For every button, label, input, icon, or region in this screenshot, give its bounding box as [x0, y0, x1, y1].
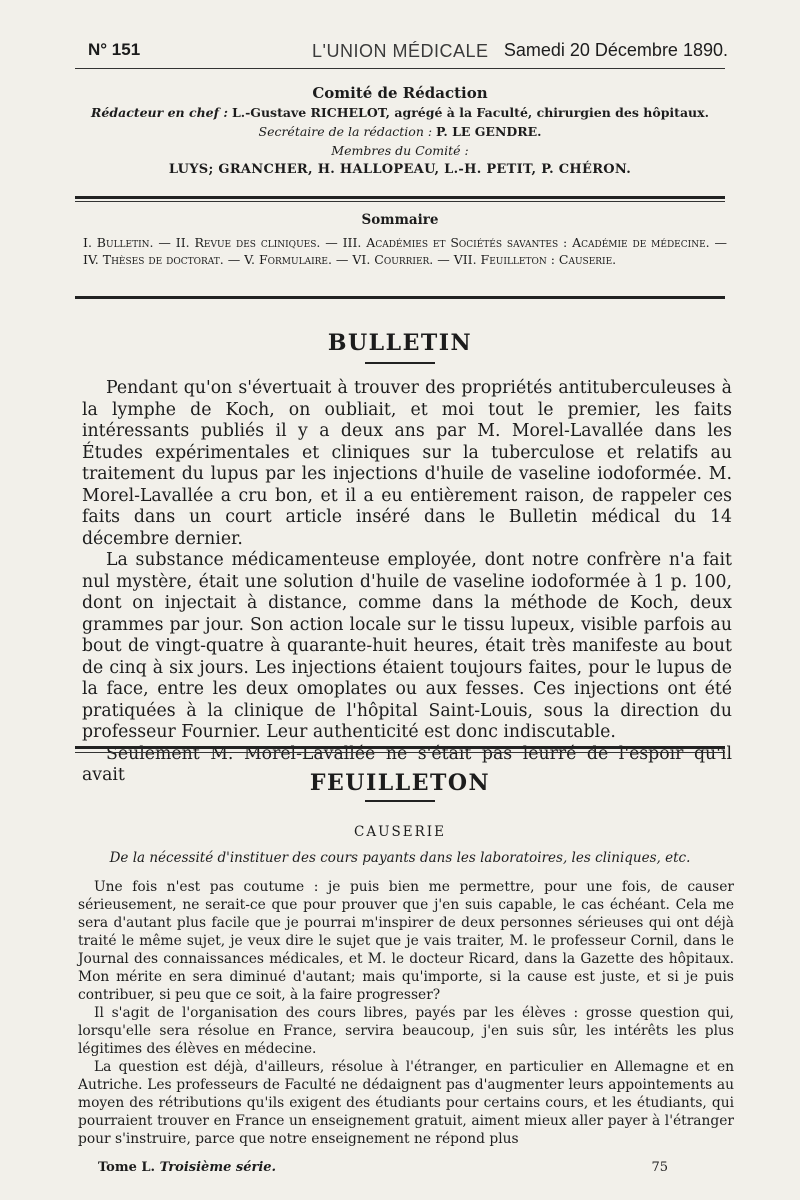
summary-rule — [75, 296, 725, 299]
feuilleton-paragraph: La question est déjà, d'ailleurs, résolue à l'étranger, en particulier en Allemagne et en Autriche. Les professeurs de Faculté ne dédaignent pas d'augmenter leurs appointements au moyen des rétributions qu'ils exigent des étudiants pour certains cours, et les étudiants, qui pourraient trouver en France un enseignement gratuit, aiment mieux aller payer à l'étranger pour s'instruire, parce que notre enseignement ne répond plus — [78, 1059, 734, 1147]
bulletin-title-underline — [365, 362, 435, 364]
feuilleton-title-underline — [365, 800, 435, 802]
members-label: Membres du Comité : — [331, 143, 469, 158]
bulletin-paragraph: Pendant qu'on s'évertuait à trouver des propriétés antituberculeuses à la lymphe de Koch, on oubliait, et moi tout le premier, les faits intéressants publiés il y a deux ans par M. Morel-Lavallée dans les Études expérimentales et cliniques sur la tuberculose et relatifs au traitement du lupus par les injections d'huile de vaseline iodoformée. M. Morel-Lavallée a cru bon, et il a eu entièrement raison, de rappeler ces faits dans un court article inséré dans le Bulletin médical du 14 décembre dernier. — [82, 378, 732, 549]
bulletin-paragraph: La substance médicamenteuse employée, dont notre confrère n'a fait nul mystère, était une solution d'huile de vaseline iodoformée à 1 p. 100, dont on injectait à distance, comme dans la méthode de Koch, deux grammes par jour. Son action locale sur le tissu lupeux, visible parfois au bout de vingt-quatre à quarante-huit heures, était très manifeste au bout de cinq à six jours. Les injections étaient toujours faites, pour le lupus de la face, entre les deux omoplates ou aux fesses. Ces injections ont été pratiquées à la clinique de l'hôpital Saint-Louis, sous la direction du professeur Fournier. Leur authenticité est donc indiscutable. — [82, 550, 732, 742]
issue-date: Samedi 20 Décembre 1890. — [503, 40, 728, 60]
editor-in-chief-label: Rédacteur en chef : — [91, 105, 228, 120]
footer-volume — [98, 1160, 276, 1175]
causerie-label: CAUSERIE — [354, 824, 446, 840]
causerie-subtitle: De la nécessité d'instituer des cours payants dans les laboratoires, les cliniques, etc. — [109, 850, 691, 866]
bulletin-body — [82, 378, 732, 787]
feuilleton-paragraph: Il s'agit de l'organisation des cours libres, payés par les élèves : grosse question qui, lorsqu'elle sera résolue en France, servira beaucoup, j'en suis sûr, les intérêts les plus légitimes des élèves en médecine. — [78, 1005, 734, 1057]
secretary-label: Secrétaire de la rédaction : — [258, 124, 433, 139]
issue-number: N° 151 — [88, 40, 141, 59]
committee-rule-inner — [75, 201, 725, 202]
secretary-line — [80, 122, 720, 141]
editor-in-chief-line — [80, 103, 720, 122]
feuilleton-rule — [75, 746, 725, 749]
footer-tome: Tome L. — [98, 1160, 156, 1175]
editorial-committee — [80, 84, 720, 179]
feuilleton-body — [78, 878, 734, 1148]
footer-series: Troisième série. — [159, 1160, 277, 1175]
committee-rule — [75, 196, 725, 199]
bulletin-paragraph: Seulement M. Morel-Lavallée ne s'était pas leurré de l'espoir qu'il avait — [82, 743, 732, 785]
feuilleton-rule-inner — [75, 752, 725, 753]
journal-title: L'UNION MÉDICALE — [312, 41, 489, 61]
members-names: LUYS; GRANCHER, H. HALLOPEAU, L.-H. PETIT, P. CHÉRON. — [168, 162, 632, 177]
feuilleton-title: FEUILLETON — [309, 770, 491, 796]
committee-heading: Comité de Rédaction — [312, 84, 488, 102]
editor-in-chief-name: L.-Gustave RICHELOT, agrégé à la Faculté, chirurgien des hôpitaux. — [231, 105, 709, 120]
feuilleton-paragraph: Une fois n'est pas coutume : je puis bien me permettre, pour une fois, de causer sérieusement, ne serait-ce que pour prouver que j'en suis capable, le cas échéant. Cela me sera d'autant plus facile que je pourrai m'inspirer de deux personnes sérieuses qui ont déjà traité le même sujet, je veux dire le sujet que je vais traiter, M. le professeur Cornil, dans le Journal des connaissances médicales, et M. le docteur Ricard, dans la Gazette des hôpitaux. Mon mérite en sera diminué d'autant; mais qu'importe, si la cause est juste, et si je puis contribuer, si peu que ce soit, à la faire progresser? — [78, 879, 734, 1003]
summary-title: Sommaire — [361, 212, 439, 228]
bulletin-title: BULLETIN — [327, 330, 473, 356]
page-header — [88, 40, 728, 66]
header-rule — [75, 68, 725, 69]
footer-folio: 75 — [651, 1160, 668, 1175]
secretary-name: P. LE GENDRE. — [436, 124, 542, 139]
summary-text: I. Bulletin. — II. Revue des cliniques. — III. Académies et Sociétés savantes : Académie de médecine. — IV. Thèses de doctorat. — V. Formulaire. — VI. Courrier. — VII. Feuilleton : Causerie. — [83, 235, 727, 267]
